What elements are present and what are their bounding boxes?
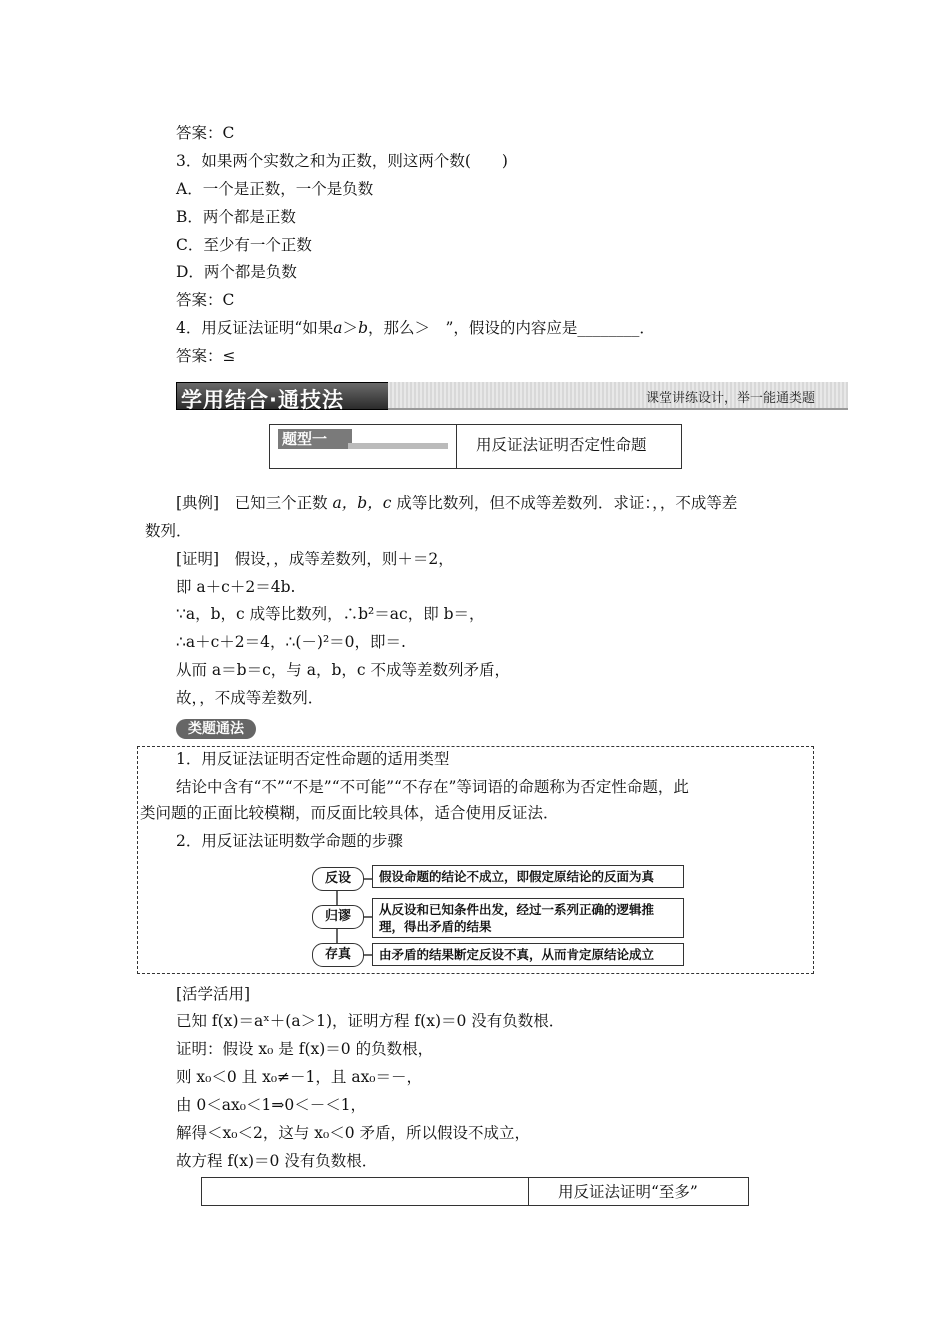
flow-node-1: 反设: [312, 867, 364, 891]
example-statement-cont: 数列．: [145, 522, 192, 540]
option-a: A．一个是正数，一个是负数: [176, 180, 374, 198]
banner-right-subtitle: 课堂讲练设计，举一能通类题: [646, 391, 816, 406]
method-pill: 类题通法: [176, 719, 256, 739]
practice-proof-2: 则 x₀＜0 且 x₀≠－1，且 ax₀＝－，: [176, 1068, 423, 1086]
flow-step-2: 从反设和已知条件出发，经过一系列正确的逻辑推理，得出矛盾的结果: [372, 898, 684, 938]
proof-line-5: 从而 a＝b＝c，与 a，b，c 不成等差数列矛盾，: [176, 661, 510, 679]
practice-proof-4: 解得＜x₀＜2，这与 x₀＜0 矛盾，所以假设不成立，: [176, 1124, 530, 1142]
tag-decor-bar: [348, 443, 448, 449]
practice-problem: 已知 f(x)＝aˣ＋(a＞1)，证明方程 f(x)＝0 没有负数根．: [176, 1012, 565, 1030]
practice-heading: [活学活用]: [176, 985, 251, 1003]
problem-type-box: [269, 424, 682, 469]
box-divider: [456, 425, 457, 468]
box-divider: [528, 1178, 529, 1205]
banner-left-title: 学用结合·通技法: [181, 388, 344, 412]
method-point-1: 1．用反证法证明否定性命题的适用类型: [176, 750, 450, 768]
practice-proof-3: 由 0＜ax₀＜1⇒0＜－＜1，: [176, 1096, 367, 1114]
next-type-title: 用反证法证明“至多”: [558, 1183, 698, 1201]
option-c: C．至少有一个正数: [176, 236, 312, 254]
answer-2: 答案：C: [176, 124, 235, 142]
question-3: 3．如果两个实数之和为正数，则这两个数( ): [176, 152, 508, 170]
proof-line-4: ∴a＋c＋2＝4，∴(－)²＝0，即＝.: [176, 633, 406, 651]
flow-node-2: 归谬: [312, 905, 364, 929]
example-statement: [典例] 已知三个正数 a，b，c 成等比数列，但不成等差数列．求证：，，不成等差: [176, 494, 738, 512]
option-b: B．两个都是正数: [176, 208, 296, 226]
flow-node-3: 存真: [312, 943, 364, 967]
proof-line-1: [证明] 假设，，成等差数列，则＋＝2，: [176, 550, 454, 568]
problem-type-title: 用反证法证明否定性命题: [476, 436, 647, 454]
practice-proof-5: 故方程 f(x)＝0 没有负数根．: [176, 1152, 378, 1170]
answer-3: 答案：C: [176, 291, 235, 309]
method-point-2: 2．用反证法证明数学命题的步骤: [176, 832, 403, 850]
proof-line-3: ∵a，b，c 成等比数列，∴b²＝ac，即 b＝，: [176, 605, 485, 623]
proof-line-6: 故，，不成等差数列．: [176, 689, 324, 707]
question-4: 4．用反证法证明“如果a＞b，那么＞ ”，假设的内容应是________．: [176, 319, 655, 337]
option-d: D．两个都是负数: [176, 263, 297, 281]
problem-type-tag: 题型一: [278, 429, 352, 449]
practice-proof-1: 证明：假设 x₀ 是 f(x)＝0 的负数根，: [176, 1040, 434, 1058]
answer-4: 答案：≤: [176, 347, 236, 365]
flow-step-1: 假设命题的结论不成立，即假定原结论的反面为真: [372, 865, 684, 888]
section-banner: [176, 380, 848, 410]
method-point-1-body-cont: 类问题的正面比较模糊，而反面比较具体，适合使用反证法．: [140, 804, 559, 822]
method-point-1-body: 结论中含有“不”“不是”“不可能”“不存在”等词语的命题称为否定性命题，此: [176, 778, 689, 796]
flow-step-3: 由矛盾的结果断定反设不真，从而肯定原结论成立: [372, 943, 684, 966]
next-type-box: [201, 1177, 749, 1206]
proof-line-2: 即 a＋c＋2＝4b.: [176, 578, 296, 596]
